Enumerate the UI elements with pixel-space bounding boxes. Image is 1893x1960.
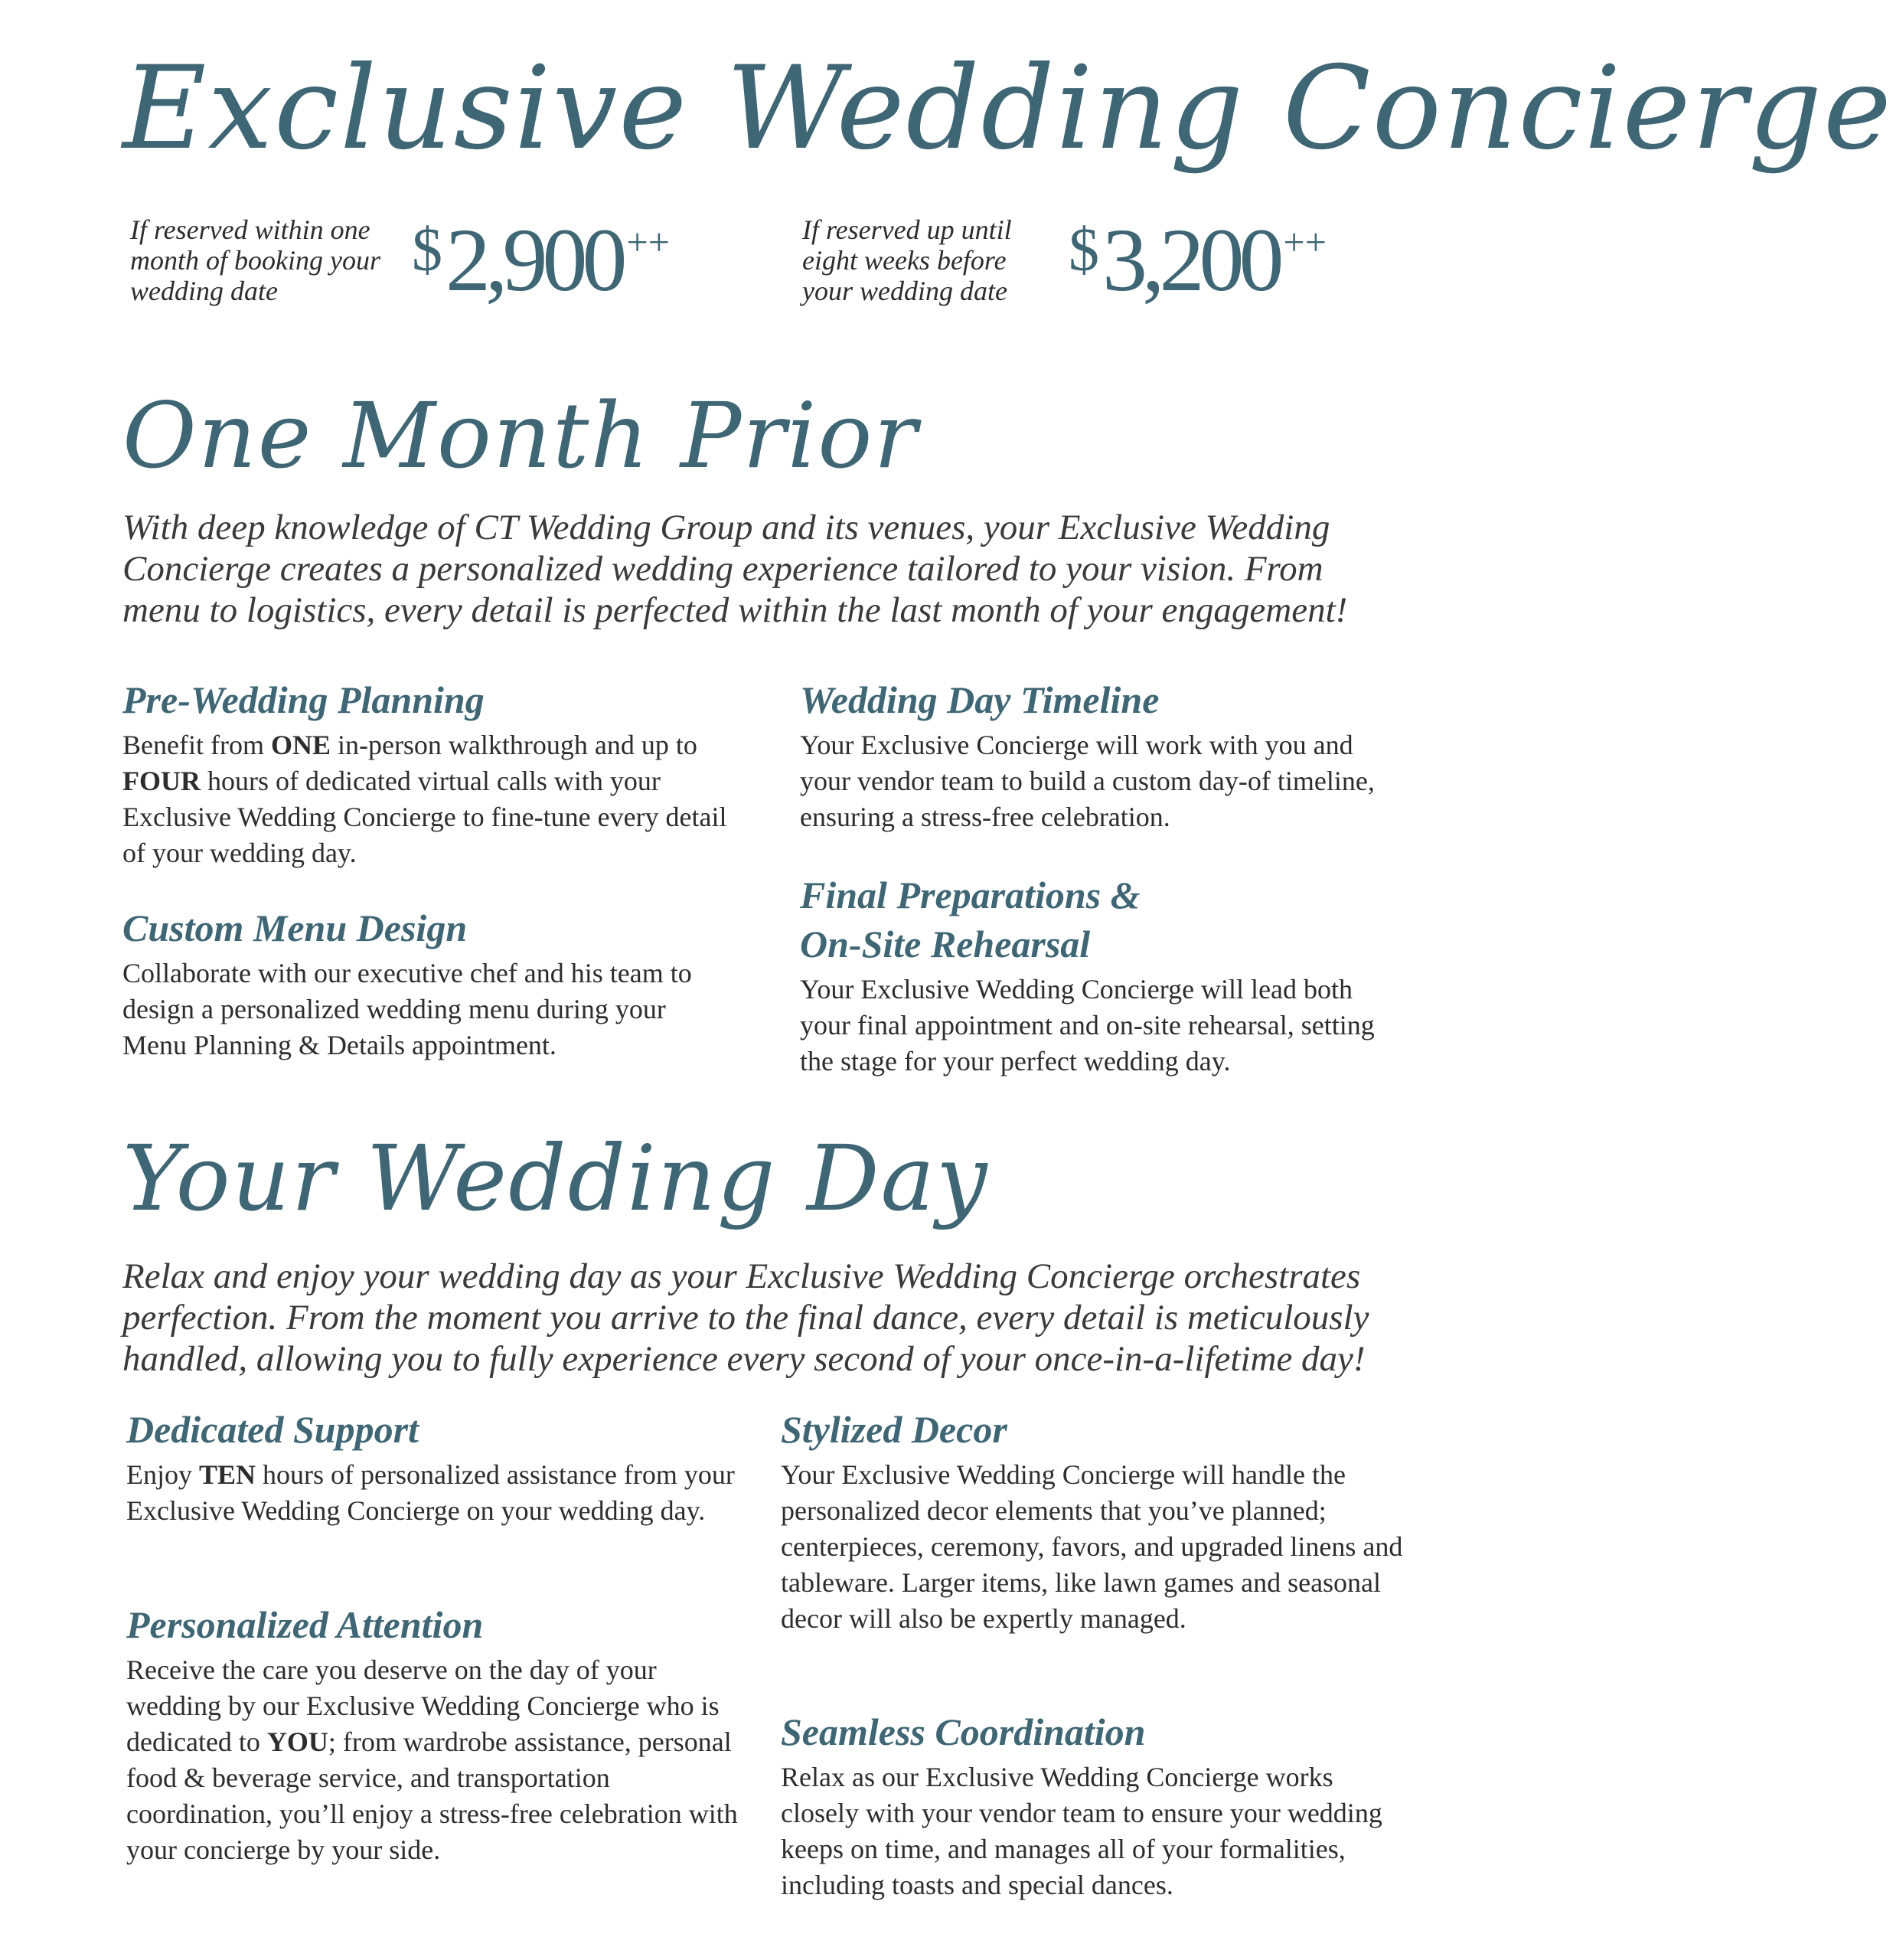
price-currency: $ <box>1069 217 1099 284</box>
price-suffix: ++ <box>626 220 670 263</box>
item-stylized-decor <box>781 1405 1408 1637</box>
page-title: Exclusive Wedding Concierge <box>122 42 1893 175</box>
price-within-one-month <box>130 210 670 310</box>
item-heading: Personalized Attention <box>126 1603 484 1646</box>
item-final-preparations <box>800 871 1405 1080</box>
item-text: Enjoy TEN hours of personalized assistance from your Exclusive Wedding Concierge on your wedding day. <box>126 1459 735 1526</box>
item-dedicated-support <box>126 1405 739 1529</box>
item-heading: Final Preparations & On-Site Rehearsal <box>800 874 1141 965</box>
item-heading: Pre-Wedding Planning <box>122 678 485 721</box>
item-personalized-attention <box>126 1600 739 1868</box>
item-heading: Dedicated Support <box>126 1408 419 1451</box>
price-number: 3,200 <box>1102 210 1279 310</box>
item-text: Collaborate with our executive chef and his team to design a personalized wedding menu during your Menu Planning & Details appointment. <box>122 958 692 1060</box>
section-title-your-wedding-day: Your Wedding Day <box>122 1125 989 1231</box>
price-note: If reserved within one month of booking your wedding date <box>130 214 380 306</box>
section-intro-wedding-day: Relax and enjoy your wedding day as your Exclusive Wedding Concierge orchestrates perfection. From the moment you arrive to the final dance, every detail is meticulously handled, allowing you to fully experience every second of your once-in-a-lifetime day! <box>122 1256 1369 1379</box>
item-text: Your Exclusive Wedding Concierge will lead both your final appointment and on-site rehearsal, setting the stage for your perfect wedding day. <box>800 974 1375 1076</box>
item-pre-wedding-planning <box>122 675 735 871</box>
price-eight-weeks <box>802 210 1327 310</box>
price-suffix: ++ <box>1283 220 1327 263</box>
price-amount <box>412 210 670 310</box>
item-heading: Wedding Day Timeline <box>800 678 1160 721</box>
item-text: Your Exclusive Concierge will work with you and your vendor team to build a custom day-of timeline, ensuring a stress-free celebration. <box>800 730 1375 832</box>
section-intro-one-month: With deep knowledge of CT Wedding Group and its venues, your Exclusive Wedding Concierge creates a personalized wedding experience tailored to your vision. From menu to logistics, every detail is perfected within the last month of your engagement! <box>122 508 1348 630</box>
item-heading: Seamless Coordination <box>781 1710 1146 1753</box>
price-number: 2,900 <box>446 210 622 310</box>
item-text: Benefit from ONE in-person walkthrough and up to FOUR hours of dedicated virtual calls with your Exclusive Wedding Concierge to fine-tune every detail of your wedding day. <box>122 730 727 868</box>
item-text: Your Exclusive Wedding Concierge will handle the personalized decor elements that you’ve planned; centerpieces, ceremony, favors, and upgraded linens and tableware. Larger items, like lawn games and seasonal decor will also be expertly managed. <box>781 1459 1403 1634</box>
item-text: Receive the care you deserve on the day of your wedding by our Exclusive Wedding Concierge who is dedicated to YOU; from wardrobe assistance, personal food & beverage service, and transportation coordination, you’ll enjoy a stress-free celebration with your concierge by your side. <box>126 1655 738 1865</box>
item-wedding-day-timeline <box>800 675 1405 835</box>
price-currency: $ <box>412 217 442 284</box>
item-heading: Custom Menu Design <box>122 906 468 949</box>
section-title-one-month-prior: One Month Prior <box>122 383 919 488</box>
price-amount <box>1069 210 1327 310</box>
price-note: If reserved up until eight weeks before your wedding date <box>802 214 1012 306</box>
item-text: Relax as our Exclusive Wedding Concierge works closely with your vendor team to ensure your wedding keeps on time, and manages all of your formalities, including toasts and special dances. <box>781 1762 1382 1900</box>
item-heading: Stylized Decor <box>781 1408 1007 1451</box>
item-custom-menu-design <box>122 903 735 1063</box>
item-seamless-coordination <box>781 1707 1408 1903</box>
